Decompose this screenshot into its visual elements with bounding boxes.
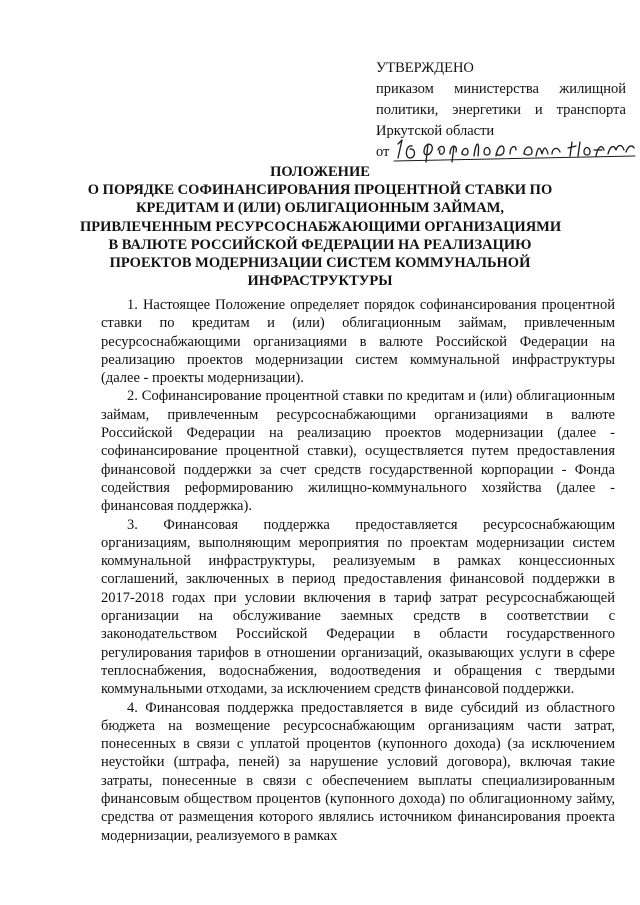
paragraph-2: 2. Софинансирование процентной ставки по кредитам и (или) облигационным займам, привлеченным ресурсоснабжающими организациями в валюте Российской Федерации на реализацию проектов модернизации (далее - софинансирование процентной ставки), осуществляется путем предоставления финансовой поддержки за счет средств государственной корпорации - Фонда содействия реформированию жилищно-коммунального хозяйства (далее - финансовая поддержка). [101, 388, 615, 515]
title-line-6: ПРОЕКТОВ МОДЕРНИЗАЦИИ СИСТЕМ КОММУНАЛЬНОЙ [109, 255, 531, 272]
approval-date-row [376, 142, 626, 164]
paragraph-4: 4. Финансовая поддержка предоставляется в виде субсидий из областного бюджета на возмещение ресурсоснабжающим организациям части затрат, понесенных в связи с уплатой процентов (купонного дохода) (за исключением неустойки (штрафа, пеней) за нарушение условий договора), включая такие затраты, понесенные в связи с обеспечением выплаты специализированным финансовым обществом процентов (купонного дохода) по облигационному займу, средства от размещения которого являлись источником финансирования проекта модернизации, реализуемого в рамках [101, 699, 615, 844]
approval-line-3: Иркутской области [376, 123, 495, 139]
title-line-1: ПОЛОЖЕНИЕ [270, 164, 370, 180]
document-body [101, 296, 615, 845]
handwritten-date-signature [392, 134, 637, 166]
approval-date-prefix: от [376, 144, 390, 160]
paragraph-1: 1. Настоящее Положение определяет порядок софинансирования процентной ставки по кредитам и (или) облигационным займам, привлеченным ресурсоснабжающими организациями в валюте Российской Федерации на реализацию проектов модернизации систем коммунальной инфраструктуры (далее - проекты модернизации). [101, 297, 615, 387]
approval-heading: УТВЕРЖДЕНО [376, 60, 474, 76]
document-title [80, 163, 560, 290]
approval-line-1: приказом министерства жилищной [376, 81, 626, 97]
title-line-4: ПРИВЛЕЧЕННЫМ РЕСУРСОСНАБЖАЮЩИМИ ОРГАНИЗАЦИЯМИ [80, 218, 562, 235]
title-line-3: КРЕДИТАМ И (ИЛИ) ОБЛИГАЦИОННЫМ ЗАЙМАМ, [135, 200, 505, 217]
paragraph-3: 3. Финансовая поддержка предоставляется ресурсоснабжающим организациям, выполняющим мероприятия по проектам модернизации систем коммунальной инфраструктуры, реализуемым в рамках концессионных соглашений, заключенных в период предоставления финансовой поддержки в 2017-2018 годах при условии включения в тариф затрат ресурсоснабжающей организации на обслуживание заемных средств в соответствии с законодательством Российской Федерации в области государственного регулирования тарифов в отношении организаций, оказывающих услуги в сфере теплоснабжения, водоснабжения, водоотведения и обращения с твердыми коммунальными отходами, за исключением средств финансовой поддержки. [101, 516, 615, 698]
title-line-7: ИНФРАСТРУКТУРЫ [247, 273, 393, 290]
approval-line-2: политики, энергетики и транспорта [376, 102, 626, 118]
title-line-2: О ПОРЯДКЕ СОФИНАНСИРОВАНИЯ ПРОЦЕНТНОЙ СТАВКИ ПО [87, 182, 553, 199]
title-line-5: В ВАЛЮТЕ РОССИЙСКОЙ ФЕДЕРАЦИИ НА РЕАЛИЗАЦИЮ [108, 236, 532, 253]
approval-stamp [376, 58, 626, 164]
